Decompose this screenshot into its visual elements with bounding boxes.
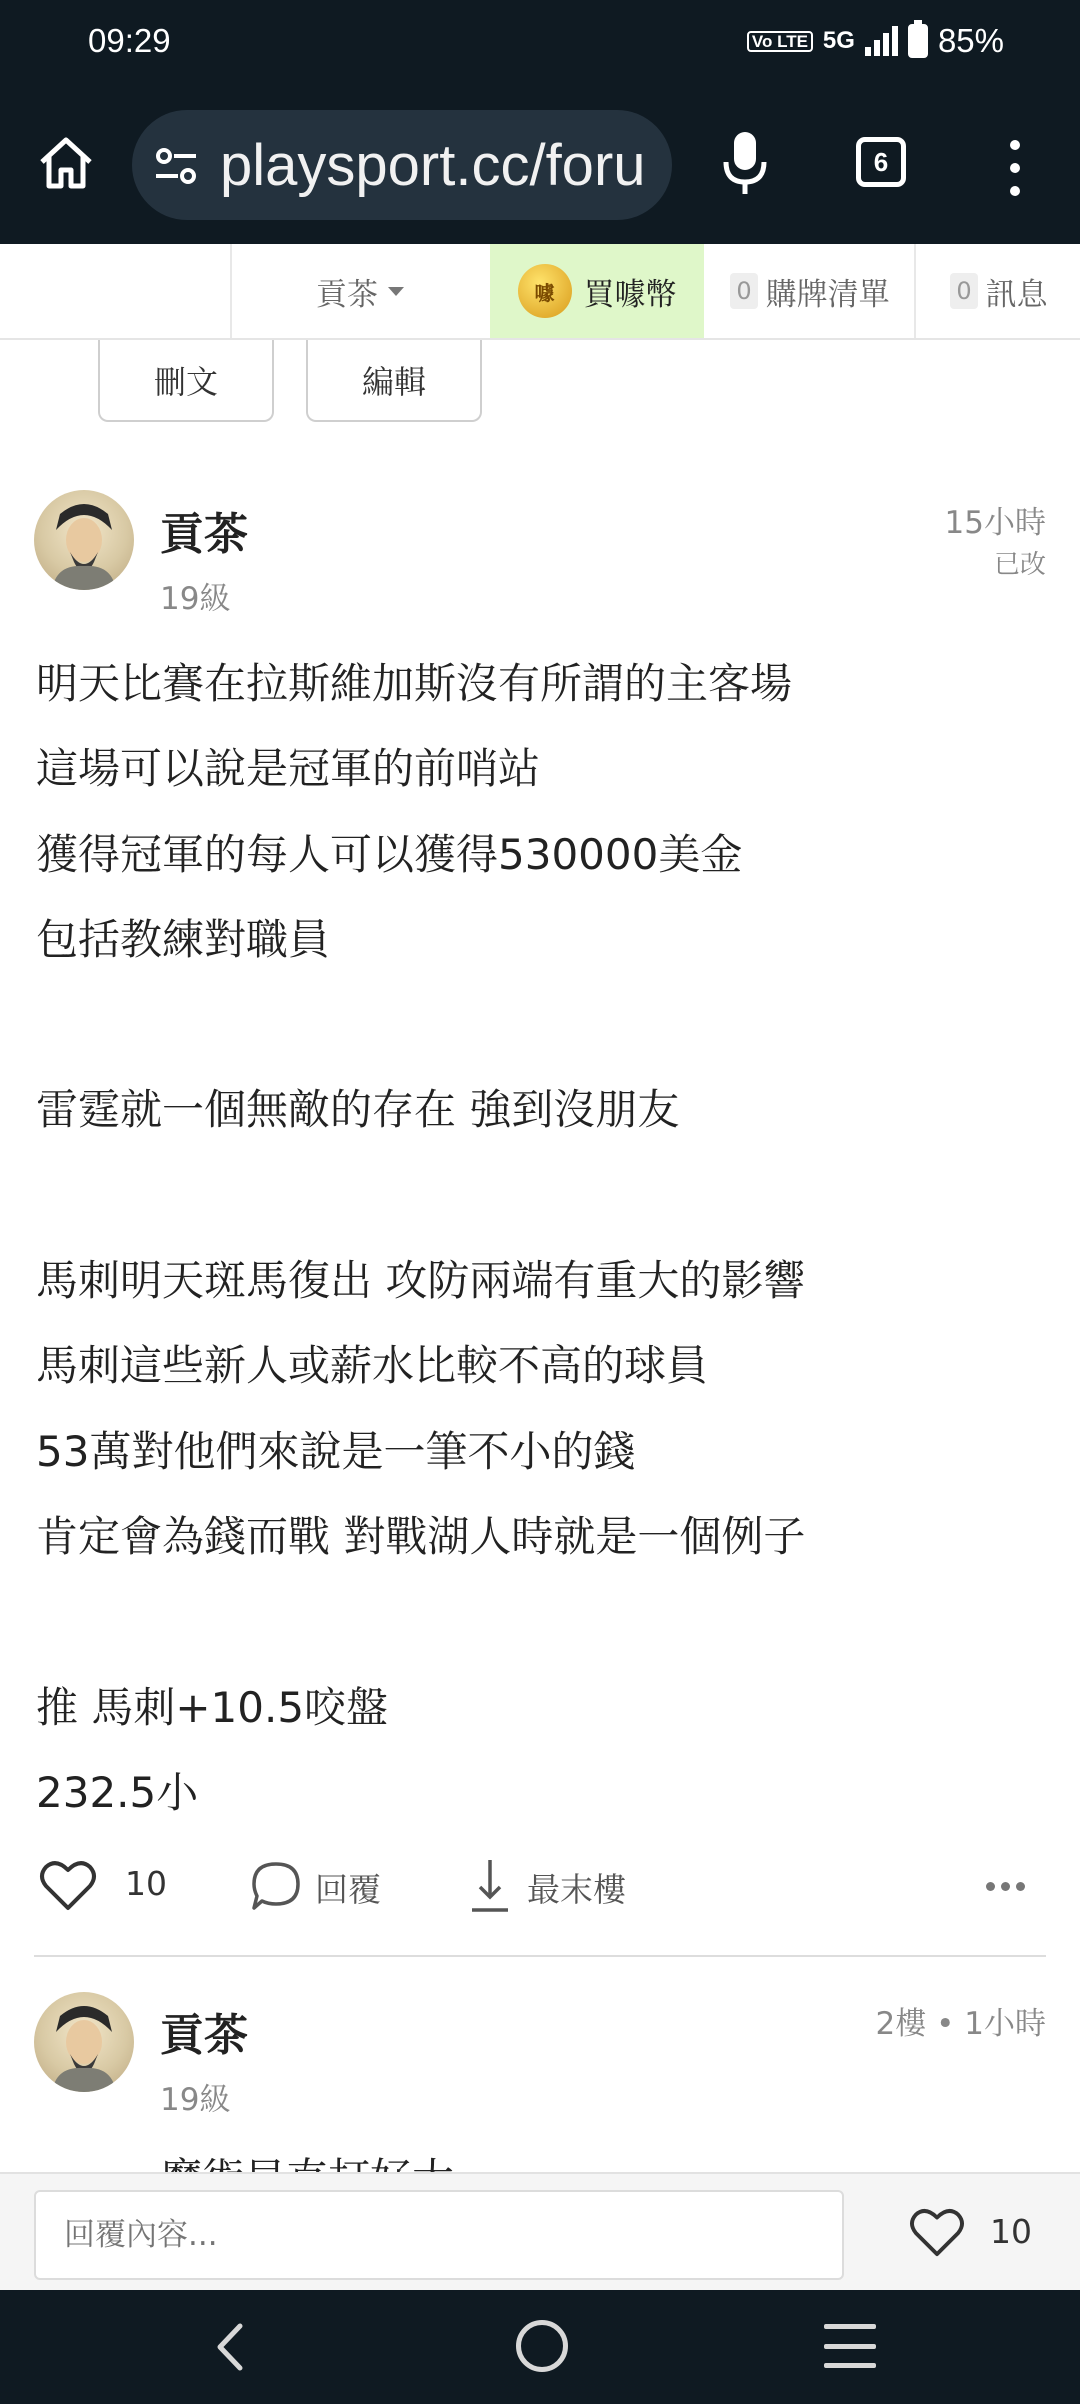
status-bar <box>0 0 1080 92</box>
post-line: 232.5小 <box>36 1767 199 1817</box>
system-nav-bar <box>0 2290 1080 2404</box>
network-type: 5G <box>822 27 855 54</box>
avatar[interactable] <box>34 1992 134 2092</box>
coin-icon: 噱 <box>518 264 572 318</box>
post-line: 這場可以說是冠軍的前哨站 <box>36 744 541 794</box>
messages-label: 訊息 <box>985 276 1048 313</box>
home-button-icon[interactable] <box>516 2320 568 2372</box>
download-icon[interactable] <box>470 1856 510 1914</box>
status-time: 09:29 <box>88 22 171 59</box>
reply-bar <box>0 2172 1080 2290</box>
post-line: 雷霆就一個無敵的存在 強到沒朋友 <box>36 1085 680 1135</box>
avatar-portrait-icon <box>34 1992 134 2092</box>
reply-author[interactable]: 貢茶 <box>160 2010 248 2061</box>
caret-down-icon <box>388 287 404 296</box>
site-settings-icon[interactable] <box>154 144 198 188</box>
post-divider <box>34 1955 1046 1957</box>
battery-icon <box>908 24 928 58</box>
reply-meta: 2樓 • 1小時 <box>875 2006 1046 2042</box>
comment-icon[interactable] <box>250 1860 302 1912</box>
heart-icon[interactable] <box>38 1858 98 1912</box>
browser-toolbar <box>0 92 1080 244</box>
post-line: 獲得冠軍的每人可以獲得530000美金 <box>36 829 743 879</box>
forum-top-nav <box>0 244 1080 340</box>
address-bar[interactable] <box>132 110 672 220</box>
user-dropdown[interactable] <box>230 244 488 338</box>
browser-menu-icon[interactable] <box>1000 140 1030 196</box>
buy-list-label: 購牌清單 <box>765 276 890 313</box>
post-line: 包括教練對職員 <box>36 914 331 964</box>
status-indicators <box>747 22 1004 60</box>
microphone-icon[interactable] <box>722 130 768 196</box>
edit-post-button[interactable]: 編輯 <box>306 340 482 422</box>
reply-button[interactable]: 回覆 <box>315 1870 381 1909</box>
post-line: 肯定會為錢而戰 對戰湖人時就是一個例子 <box>36 1511 806 1561</box>
post-author[interactable]: 貢茶 <box>160 509 248 560</box>
heart-icon[interactable] <box>908 2206 966 2258</box>
user-name: 貢茶 <box>316 276 378 313</box>
post-line: 馬刺明天斑馬復出 攻防兩端有重大的影響 <box>36 1256 806 1306</box>
reply-level: 19級 <box>160 2082 231 2118</box>
buy-list-link[interactable] <box>706 244 916 338</box>
signal-icon <box>865 26 898 56</box>
post-body <box>36 641 1036 1835</box>
home-icon[interactable] <box>36 132 96 192</box>
post-time: 15小時 <box>944 505 1046 541</box>
avatar[interactable] <box>34 490 134 590</box>
bottom-like-count: 10 <box>990 2212 1032 2251</box>
url-text: playsport.cc/foru <box>220 133 646 198</box>
post-line: 推 馬刺+10.5咬盤 <box>36 1682 389 1732</box>
messages-link[interactable] <box>918 244 1080 338</box>
more-options-icon[interactable] <box>986 1882 1025 1891</box>
reply-input[interactable] <box>34 2190 844 2280</box>
post-line: 明天比賽在拉斯維加斯沒有所謂的主客場 <box>36 659 793 708</box>
post-line <box>36 982 1036 1067</box>
buy-coins-button[interactable] <box>490 244 704 338</box>
avatar-portrait-icon <box>34 490 134 590</box>
recent-apps-icon[interactable] <box>824 2324 876 2368</box>
messages-count: 0 <box>950 273 977 309</box>
post-line <box>36 1579 1036 1664</box>
buy-list-count: 0 <box>730 273 757 309</box>
back-icon[interactable] <box>206 2320 256 2374</box>
tab-switcher-button[interactable]: 6 <box>856 137 906 187</box>
battery-level: 85% <box>937 22 1004 59</box>
volte-icon: Vo LTE <box>747 31 813 52</box>
like-count: 10 <box>125 1864 167 1903</box>
buy-coins-label: 買噱幣 <box>583 276 677 313</box>
delete-post-button[interactable]: 刪文 <box>98 340 274 422</box>
post-line <box>36 1153 1036 1238</box>
post-line: 馬刺這些新人或薪水比較不高的球員 <box>36 1341 709 1391</box>
post-level: 19級 <box>160 581 231 617</box>
post-actions <box>0 1846 1080 1926</box>
last-floor-button[interactable]: 最末樓 <box>527 1870 626 1909</box>
post-edited-label: 已改 <box>993 550 1046 580</box>
post-line: 53萬對他們來說是一筆不小的錢 <box>36 1426 636 1476</box>
